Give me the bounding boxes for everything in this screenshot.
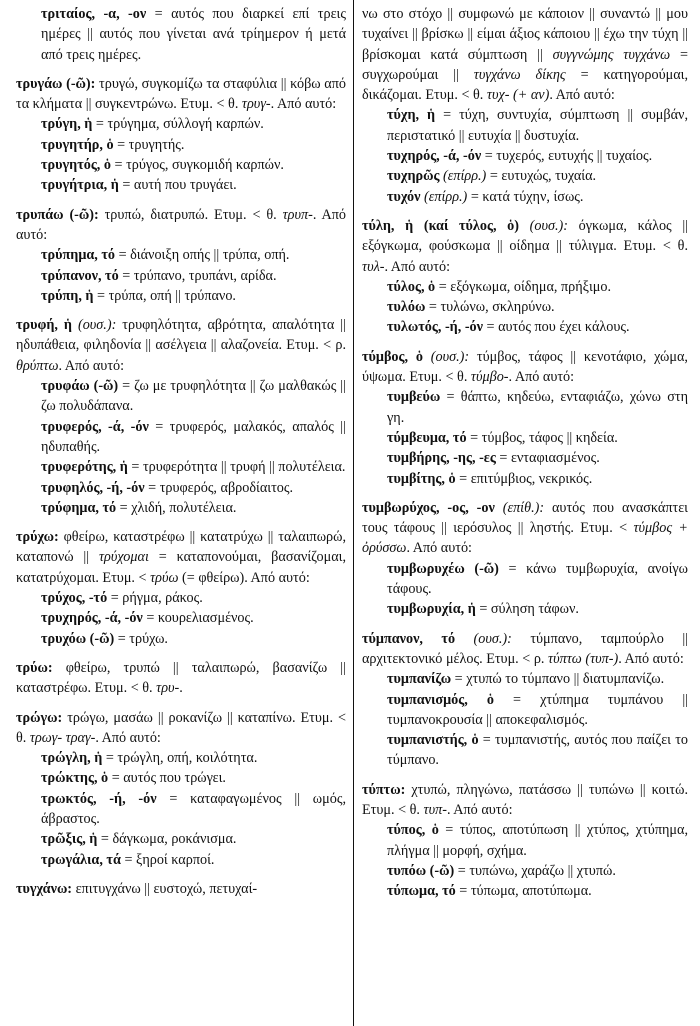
entry-main bbox=[16, 315, 346, 376]
entry-main bbox=[16, 879, 346, 899]
sub-text: = διάνοιξη οπής || τρύπα, οπή. bbox=[115, 247, 290, 264]
sub-text: = ρήγμα, ράκος. bbox=[107, 590, 203, 607]
sub-text: = τυλώνω, σκληρύνω. bbox=[425, 299, 555, 316]
sub-entry bbox=[16, 114, 346, 134]
sub-entry bbox=[362, 599, 688, 619]
sub-entry bbox=[16, 135, 346, 155]
sub-headword: τυμβωρυχέω (-ῶ) bbox=[387, 560, 499, 577]
sub-headword: τρύπη, ἡ bbox=[41, 287, 94, 304]
dictionary-entry bbox=[362, 216, 688, 338]
entry-text: = συγχωρούμαι || bbox=[362, 46, 688, 83]
entry-text: . Από αυτό: bbox=[618, 650, 684, 667]
sub-text: = θάπτω, κηδεύω, ενταφιάζω, χώνω στη γη. bbox=[387, 389, 688, 426]
entry-etymon: τυλ- bbox=[362, 258, 385, 275]
sub-entry bbox=[16, 457, 346, 477]
sub-headword: τριταίος, -α, -ον bbox=[41, 6, 147, 22]
sub-text: = αυτή που τρυγάει. bbox=[118, 177, 237, 194]
sub-headword: τυχόν bbox=[387, 188, 421, 205]
sub-headword: τύμβευμα, τό bbox=[387, 429, 467, 446]
dictionary-entry bbox=[16, 205, 346, 306]
sub-text: = εξόγκωμα, οίδημα, πρήξιμο. bbox=[435, 278, 612, 295]
sub-headword: τρυγητός, ὁ bbox=[41, 157, 111, 174]
sub-entry bbox=[16, 266, 346, 286]
sub-text: = τύπωμα, αποτύπωμα. bbox=[455, 883, 592, 900]
sub-headword: τυμβωρυχία, ἡ bbox=[387, 601, 476, 618]
dictionary-entry bbox=[362, 347, 688, 489]
sub-text: = χτύπημα τυμπάνου || τυμπανοκρουσία || αποκεφαλισμός. bbox=[387, 691, 689, 728]
entry-text: τύμπανο, ταμπούρλο || αρχιτεκτονικό μέλος. Ετυμ. < ρ. bbox=[362, 630, 688, 667]
sub-headword: τρυχηρός, -ά, -όν bbox=[41, 610, 143, 627]
dictionary-entry bbox=[362, 629, 688, 771]
sub-entry bbox=[362, 387, 688, 428]
entry-headword: τυγχάνω: bbox=[16, 880, 73, 897]
entry-pos: (ουσ.): bbox=[519, 217, 568, 234]
sub-text: = τρυφερότητα || τρυφή || πολυτέλεια. bbox=[127, 459, 346, 476]
entry-headword: τρύχω: bbox=[16, 529, 59, 546]
sub-headword: τρυγήτρια, ἡ bbox=[41, 177, 119, 194]
sub-entry bbox=[362, 277, 688, 297]
sub-headword: τυμβίτης, ὁ bbox=[387, 470, 456, 487]
sub-entry bbox=[362, 730, 688, 771]
entry-etymon: τρύω bbox=[150, 569, 179, 586]
sub-headword: τρύπημα, τό bbox=[41, 247, 116, 264]
column-divider bbox=[353, 0, 354, 1026]
entry-main bbox=[362, 216, 688, 277]
entry-pos: (ουσ.): bbox=[72, 317, 117, 334]
entry-text: νω στο στόχο || συμφωνώ με κάποιον || συναντώ || μου τυχαίνει || βρίσκω || είμαι άξιος κάποιου || έχω την τύχη || βρίσκομαι κατά σύμπτωση || bbox=[362, 6, 688, 63]
entry-etymon: τρύχομαι bbox=[98, 549, 149, 566]
entry-headword: τρυφή, ἡ bbox=[16, 317, 72, 334]
sub-text: = κουρελιασμένος. bbox=[142, 610, 254, 627]
sub-entry bbox=[362, 448, 688, 468]
sub-entry bbox=[362, 166, 688, 186]
sub-text: = κατά τύχην, ίσως. bbox=[467, 188, 584, 205]
entry-headword: τρυγάω (-ῶ): bbox=[16, 75, 96, 92]
sub-entry bbox=[362, 469, 688, 489]
sub-entry bbox=[362, 317, 688, 337]
sub-entry bbox=[16, 768, 346, 788]
sub-headword: τρύγη, ἡ bbox=[41, 116, 93, 133]
sub-text: = τρυγητής. bbox=[113, 136, 185, 153]
entry-main bbox=[16, 74, 346, 115]
sub-headword: τυμπανισμός, ὁ bbox=[387, 691, 494, 708]
entry-pos: (ουσ.): bbox=[455, 630, 512, 647]
sub-text: = επιτύμβιος, νεκρικός. bbox=[455, 470, 593, 487]
entry-text: = καταπονούμαι, βασανίζομαι, κατατρύχομαι. Ετυμ. < bbox=[16, 549, 346, 586]
entry-headword: τύπτω: bbox=[362, 781, 406, 798]
sub-text: = αυτός που διαρκεί επί τρεις ημέρες || αυτός που γίνεται ανά τρίημερον ή μετά από τρεις ημέρες. bbox=[41, 6, 346, 63]
sub-headword: τρύχος, -τό bbox=[41, 590, 108, 607]
sub-headword: τρώκτης, ὁ bbox=[41, 770, 109, 787]
sub-headword: τυχηρῶς bbox=[387, 168, 440, 185]
entry-pos: (ουσ.): bbox=[422, 348, 470, 365]
sub-headword: τρώγλη, ἡ bbox=[41, 750, 103, 767]
sub-headword: τυμβήρης, -ης, -ες bbox=[387, 450, 496, 467]
entry-etymon: τρυ- bbox=[156, 680, 180, 697]
left-column bbox=[16, 4, 346, 899]
entry-text: . Από αυτό: bbox=[16, 206, 346, 243]
sub-entry bbox=[16, 245, 346, 265]
dictionary-entry bbox=[16, 74, 346, 196]
entry-main bbox=[362, 629, 688, 670]
sub-text: = τυπώνω, χαράζω || χτυπώ. bbox=[454, 862, 616, 879]
entry-text: = κατηγορούμαι, δικάζομαι. Ετυμ. < θ. bbox=[362, 66, 688, 104]
sub-entry bbox=[16, 376, 346, 417]
sub-text: = τρύγος, συγκομιδή καρπών. bbox=[111, 157, 284, 174]
entry-etymon: συγγνώμης τυγχάνω bbox=[552, 46, 671, 63]
sub-headword: τρυφερότης, ἡ bbox=[41, 459, 128, 476]
sub-text: = χτυπώ το τύμπανο || διατυμπανίζω. bbox=[451, 671, 665, 688]
sub-entry bbox=[362, 669, 688, 689]
entry-etymon: τυγχάνω δίκης bbox=[473, 66, 566, 83]
sub-entry bbox=[16, 789, 346, 830]
entry-text: . bbox=[179, 680, 183, 697]
entry-headword: τύμβος, ὁ bbox=[362, 348, 423, 365]
sub-entry bbox=[362, 820, 688, 861]
entry-headword: τύμπανον, τό bbox=[362, 630, 456, 647]
sub-headword: τύπωμα, τό bbox=[387, 883, 456, 900]
sub-entry bbox=[16, 478, 346, 498]
entry-text: . Από αυτό: bbox=[406, 540, 472, 557]
sub-headword: τύπος, ὁ bbox=[387, 822, 439, 839]
sub-headword: τυλόω bbox=[387, 299, 426, 316]
sub-entry bbox=[16, 417, 346, 458]
entry-main bbox=[16, 527, 346, 588]
entry-etymon: θρύπτω bbox=[16, 357, 59, 374]
sub-text: = αυτός που τρώγει. bbox=[108, 770, 226, 787]
sub-text: = τύχη, συντυχία, σύμπτωση || συμβάν, περιστατικό || ευτυχία || δυστυχία. bbox=[387, 107, 688, 144]
entry-text: . Από αυτό: bbox=[508, 369, 575, 386]
sub-text: = τυμπανιστής, αυτός που παίζει το τύμπανο. bbox=[387, 732, 688, 769]
sub-entry bbox=[16, 155, 346, 175]
sub-text: = τυχερός, ευτυχής || τυχαίος. bbox=[481, 148, 653, 165]
entry-etymon: τρωγ- τραγ- bbox=[29, 729, 96, 746]
entry-text: τρώγω, μασάω || ροκανίζω || καταπίνω. Ετυμ. < θ. bbox=[16, 709, 346, 746]
sub-text: = χλιδή, πολυτέλεια. bbox=[116, 499, 237, 516]
sub-headword: τυμπανιστής, ὁ bbox=[387, 732, 479, 749]
sub-headword: τρωγάλια, τά bbox=[41, 851, 121, 868]
sub-headword: τύχη, ἡ bbox=[387, 107, 436, 124]
sub-headword: τυλωτός, -ή, -όν bbox=[387, 319, 483, 336]
sub-entry bbox=[362, 881, 688, 901]
entry-text: αυτός που ανασκάπτει τους τάφους || ιερόσυλος || ληστής. Ετυμ. < bbox=[362, 499, 688, 537]
entry-text: επιτυγχάνω || ευστοχώ, πετυχαί- bbox=[72, 880, 258, 897]
entry-text: . Από αυτό: bbox=[270, 96, 337, 113]
entry-etymon: τρυγ- bbox=[241, 96, 271, 113]
sub-text: = τρύπα, οπή || τρύπανο. bbox=[93, 287, 236, 304]
sub-entry bbox=[16, 175, 346, 195]
sub-headword: τρωκτός, -ή, -όν bbox=[41, 790, 157, 807]
entry-text: . Από αυτό: bbox=[58, 357, 125, 374]
dictionary-entry bbox=[16, 708, 346, 870]
sub-text: = τρύγημα, σύλλογή καρπών. bbox=[92, 116, 264, 133]
sub-headword: τρύπανον, τό bbox=[41, 267, 119, 284]
sub-headword: τρυγητήρ, ὁ bbox=[41, 136, 114, 153]
dictionary-entry bbox=[16, 315, 346, 518]
sub-entry bbox=[362, 105, 688, 146]
sub-headword: τρυχόω (-ῶ) bbox=[41, 630, 115, 647]
dictionary-entry bbox=[362, 498, 688, 620]
entry-headword: τρυπάω (-ῶ): bbox=[16, 206, 99, 223]
sub-headword: τυμπανίζω bbox=[387, 671, 452, 688]
dictionary-entry bbox=[16, 4, 346, 65]
sub-headword: τρυφάω (-ῶ) bbox=[41, 378, 119, 395]
entry-headword: τρώγω: bbox=[16, 709, 63, 726]
sub-text: = ζω με τρυφηλότητα || ζω μαλθακώς || ζω πολυδάπανα. bbox=[41, 378, 346, 415]
sub-headword: τύλος, ὁ bbox=[387, 278, 436, 295]
sub-text: = τρώγλη, οπή, κοιλότητα. bbox=[102, 750, 258, 767]
sub-entry bbox=[16, 748, 346, 768]
entry-etymon: τυχ- (+ αν) bbox=[486, 87, 550, 104]
sub-headword: τυμβεύω bbox=[387, 389, 441, 406]
dictionary-entry bbox=[362, 780, 688, 902]
sub-entry bbox=[362, 428, 688, 448]
entry-continuation bbox=[362, 4, 688, 105]
sub-text: = δάγκωμα, ροκάνισμα. bbox=[97, 831, 237, 848]
entry-etymon: τύπτω (τυπ-) bbox=[548, 650, 619, 667]
entry-etymon: τρυπ- bbox=[282, 206, 313, 223]
dictionary-entry bbox=[16, 658, 346, 699]
entry-text: όγκωμα, κάλος || εξόγκωμα, φούσκωμα || οίδημα || τύλιγμα. Ετυμ. < θ. bbox=[362, 217, 689, 255]
right-column bbox=[362, 4, 688, 901]
sub-text: = τύπος, αποτύπωση || χτύπος, χτύπημα, πλήγμα || μορφή, σχήμα. bbox=[387, 822, 689, 859]
entry-pos: (επίθ.): bbox=[494, 499, 545, 516]
sub-entry bbox=[16, 608, 346, 628]
entry-headword: τυμβωρύχος, -ος, -ον bbox=[362, 499, 495, 516]
sub-text: = τρύπανο, τρυπάνι, αρίδα. bbox=[118, 267, 277, 284]
sub-entry bbox=[16, 286, 346, 306]
dictionary-entry bbox=[16, 527, 346, 649]
sub-entry bbox=[362, 297, 688, 317]
entry-text: (= φθείρω). Από αυτό: bbox=[178, 569, 310, 586]
entry-text: τύμβος, τάφος || κενοτάφιο, χώμα, ύψωμα. Ετυμ. < θ. bbox=[362, 348, 688, 386]
sub-entry bbox=[16, 829, 346, 849]
sub-text: = καταφαγωμένος || ωμός, άβραστος. bbox=[41, 790, 347, 827]
sub-entry bbox=[362, 861, 688, 881]
entry-text: . Από αυτό: bbox=[446, 801, 513, 818]
sub-text: = ενταφιασμένος. bbox=[495, 450, 600, 467]
sub-headword: τρῶξις, ἡ bbox=[41, 831, 98, 848]
sub-entry bbox=[16, 850, 346, 870]
sub-entry bbox=[16, 629, 346, 649]
sub-entry bbox=[362, 187, 688, 207]
sub-headword: τρυφηλός, -ή, -όν bbox=[41, 479, 145, 496]
sub-text: = τύμβος, τάφος || κηδεία. bbox=[466, 429, 618, 446]
entry-main bbox=[362, 780, 688, 821]
sub-text: = κάνω τυμβωρυχία, ανοίγω τάφους. bbox=[387, 560, 688, 598]
sub-entry bbox=[16, 498, 346, 518]
sub-text: = σύληση τάφων. bbox=[475, 601, 579, 618]
sub-text: = ξηροί καρποί. bbox=[120, 851, 215, 868]
entry-text: . Από αυτό: bbox=[384, 258, 451, 275]
entry-headword: τρύω: bbox=[16, 659, 53, 676]
dictionary-entry bbox=[362, 4, 688, 207]
sub-text: = τρυφερός, αβροδίαιτος. bbox=[144, 479, 294, 496]
entry-etymon: τυπ- bbox=[423, 801, 447, 818]
entry-text: . Από αυτό: bbox=[549, 87, 615, 104]
sub-text: = ευτυχώς, τυχαία. bbox=[486, 168, 597, 185]
sub-pos: (επίρρ.) bbox=[439, 168, 487, 185]
sub-headword: τυχηρός, -ά, -όν bbox=[387, 148, 482, 165]
entry-etymon: τύμβο- bbox=[470, 369, 509, 386]
entry-text: τρυγώ, συγκομίζω τα σταφύλια || κόβω από τα κλήματα || συγκεντρώνω. Ετυμ. < θ. bbox=[16, 75, 346, 113]
sub-entry bbox=[362, 690, 688, 731]
entry-main bbox=[16, 708, 346, 749]
entry-text: χτυπώ, πληγώνω, πατάσσω || τυπώνω || κοιτώ. Ετυμ. < θ. bbox=[362, 781, 688, 818]
sub-text: = αυτός που έχει κάλους. bbox=[483, 319, 630, 336]
sub-entry bbox=[362, 559, 688, 600]
sub-entry bbox=[16, 4, 346, 65]
sub-text: = τρύχω. bbox=[114, 630, 168, 647]
sub-headword: τρυφερός, -ά, -όν bbox=[41, 418, 149, 435]
entry-text: τρυφηλότητα, αβρότητα, απαλότητα || ηδυπάθεια, φιληδονία || ασέλγεια || αλαζονεία. Ετυμ. < ρ. bbox=[16, 317, 346, 354]
entry-text: φθείρω, καταστρέφω || κατατρύχω || ταλαιπωρώ, καταπονώ || bbox=[16, 529, 346, 566]
entry-text: φθείρω, τρυπώ || ταλαιπωρώ, βασανίζω || καταστρέφω. Ετυμ. < θ. bbox=[16, 659, 346, 697]
entry-main bbox=[362, 347, 688, 388]
sub-entry bbox=[362, 146, 688, 166]
entry-etymon: τύμβος + ὀρύσσω bbox=[362, 520, 688, 557]
entry-main bbox=[362, 498, 688, 559]
sub-text: = τρυφερός, μαλακός, απαλός || ηδυπαθής. bbox=[41, 418, 346, 455]
sub-headword: τρύφημα, τό bbox=[41, 499, 117, 516]
sub-pos: (επίρρ.) bbox=[420, 188, 468, 205]
entry-headword: τύλη, ἡ (καί τύλος, ὁ) bbox=[362, 217, 519, 234]
entry-text: . Από αυτό: bbox=[95, 729, 161, 746]
sub-entry bbox=[16, 588, 346, 608]
dictionary-entry bbox=[16, 879, 346, 899]
sub-headword: τυπόω (-ῶ) bbox=[387, 862, 455, 879]
entry-main bbox=[16, 205, 346, 246]
entry-main bbox=[16, 658, 346, 699]
entry-text: τρυπώ, διατρυπώ. Ετυμ. < θ. bbox=[98, 206, 283, 223]
